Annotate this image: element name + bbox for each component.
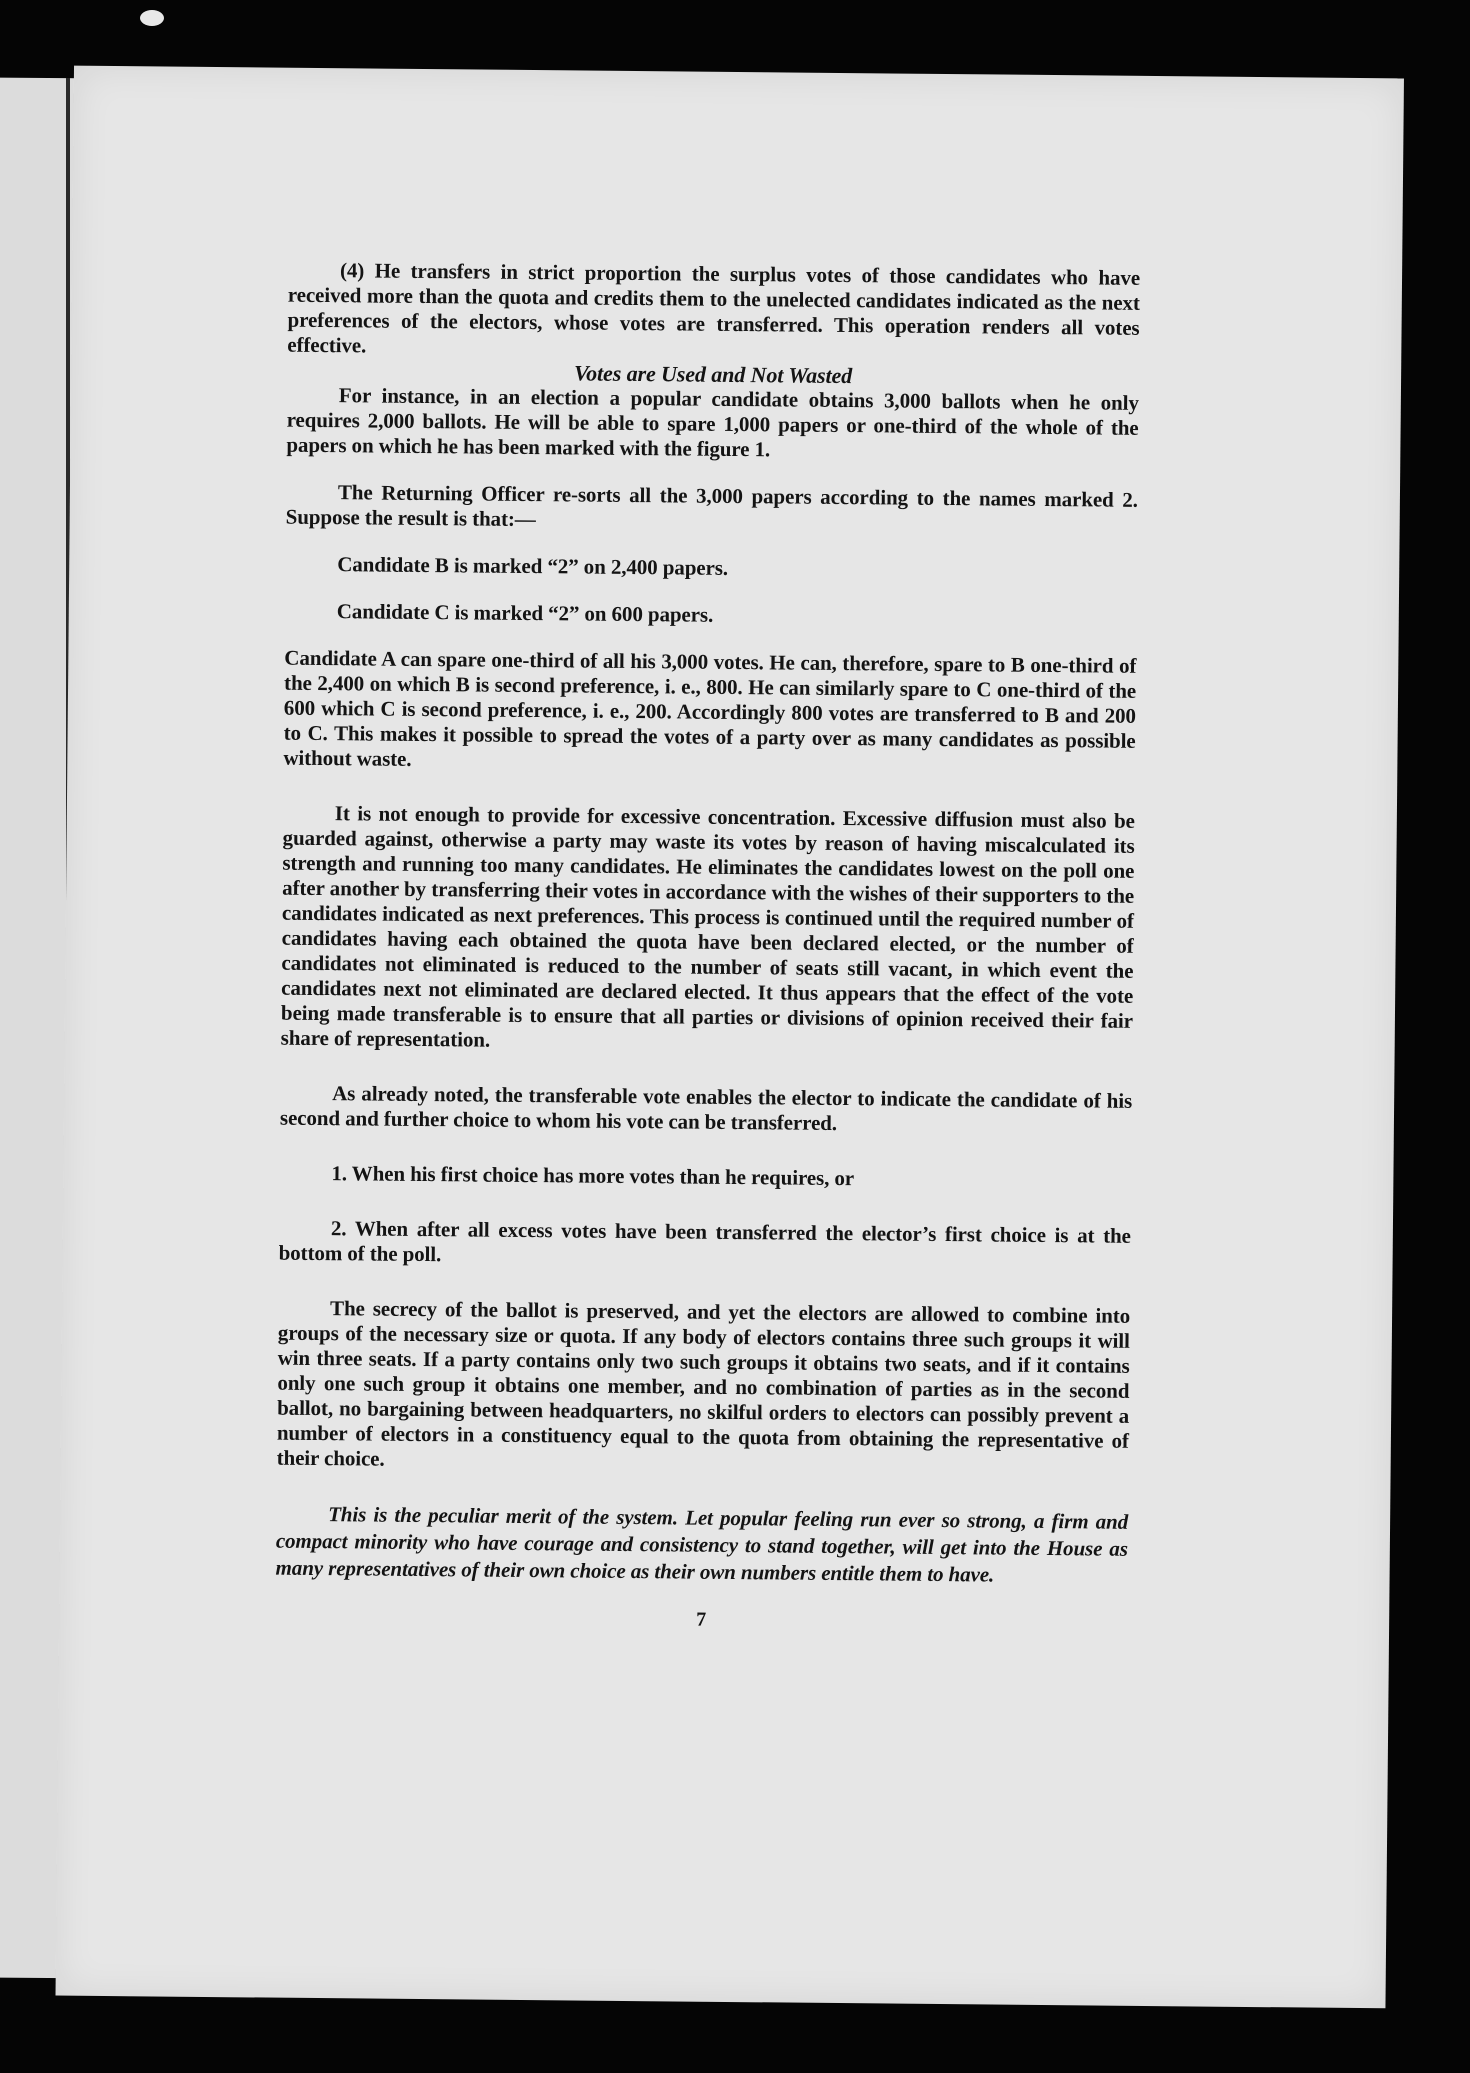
list-item-first-choice: 1. When his first choice has more votes than he requires, or: [331, 1161, 855, 1191]
paragraph-transferable-vote: As already noted, the transferable vote enables the elector to indicate the candidate of his second and further choice to whom his vote can be transferred.: [279, 1081, 1133, 1135]
page-text: [275, 258, 1140, 1637]
paragraph-spare-votes: Candidate A can spare one-third of all his 3,000 votes. He can, therefore, spare to B one-third of the 2,400 on which B is second preference, i. e., 800. He can similarly spare to C one-third of the 600 which C is second preference, i. e., 200. Accordingly 800 votes are transferred to B and 200 to C. This makes it possible to spread the votes of a party over as many candidates as possible without waste.: [283, 645, 1137, 771]
item-candidate-c: Candidate C is marked “2” on 600 papers.: [336, 599, 714, 627]
document-page: [56, 66, 1404, 2009]
paragraph-diffusion: It is not enough to provide for excessive concentration. Excessive diffusion must also be guarded against, otherwise a party may waste its votes by reason of having miscalculated its strength and running too many candidates. He eliminates the candidates lowest on the poll one after another by transferring their votes in accordance with the wishes of their supporters to the candidates indicated as next preferences. This process is continued until the required number of candidates having each obtained the quota have been declared elected, or the number of candidates not eliminated is reduced to the number of seats still vacant, in which event the candidates next not eliminated are declared elected. It thus appears that the effect of the vote being made transferable is to ensure that all parties or divisions of opinion received their fair share of representation.: [280, 801, 1135, 1052]
paragraph-example: For instance, in an election a popular candidate obtains 3,000 ballots when he only requires 2,000 ballots. He will be able to spare 1,000 papers or one-third of the whole of the papers on which he has been marked with the figure 1.: [286, 383, 1139, 462]
section-heading: Votes are Used and Not Wasted: [573, 360, 853, 389]
paragraph-transfer-surplus: (4) He transfers in strict proportion the surplus votes of those candidates who have received more than the quota and credits them to the unelected candidates indicated as the next preferences of the electors, whose votes are transferred. This operation renders all votes effective.: [287, 258, 1141, 358]
list-item-bottom-of-poll: 2. When after all excess votes have been transferred the elector’s first choice is at the bottom of the poll.: [278, 1216, 1131, 1267]
paragraph-resort: The Returning Officer re-sorts all the 3,000 papers according to the names marked 2. Suppose the result is that:—: [285, 480, 1139, 532]
item-candidate-b: Candidate B is marked “2” on 2,400 papers.: [337, 552, 729, 580]
scan-speck: [140, 10, 164, 26]
paragraph-secrecy: The secrecy of the ballot is preserved, and yet the electors are allowed to combine into groups of the necessary size or quota. If any body of electors contains three such groups it will win three seats. If a party contains only two such groups it obtains two seats, and if it contains only one such group it obtains one member, and no combination of parties as in the second ballot, no bargaining between headquarters, no skilful orders to electors can possibly prevent a number of electors in a constituency equal to the quota from obtaining the representative of their choice.: [276, 1296, 1131, 1471]
page-number: 7: [696, 1608, 707, 1631]
paragraph-merit: This is the peculiar merit of the system. Let popular feeling run ever so strong, a firm and compact minority who have courage and consistency to stand together, will get into the House as many representatives of their own choice as their own numbers entitle them to have.: [275, 1502, 1129, 1587]
